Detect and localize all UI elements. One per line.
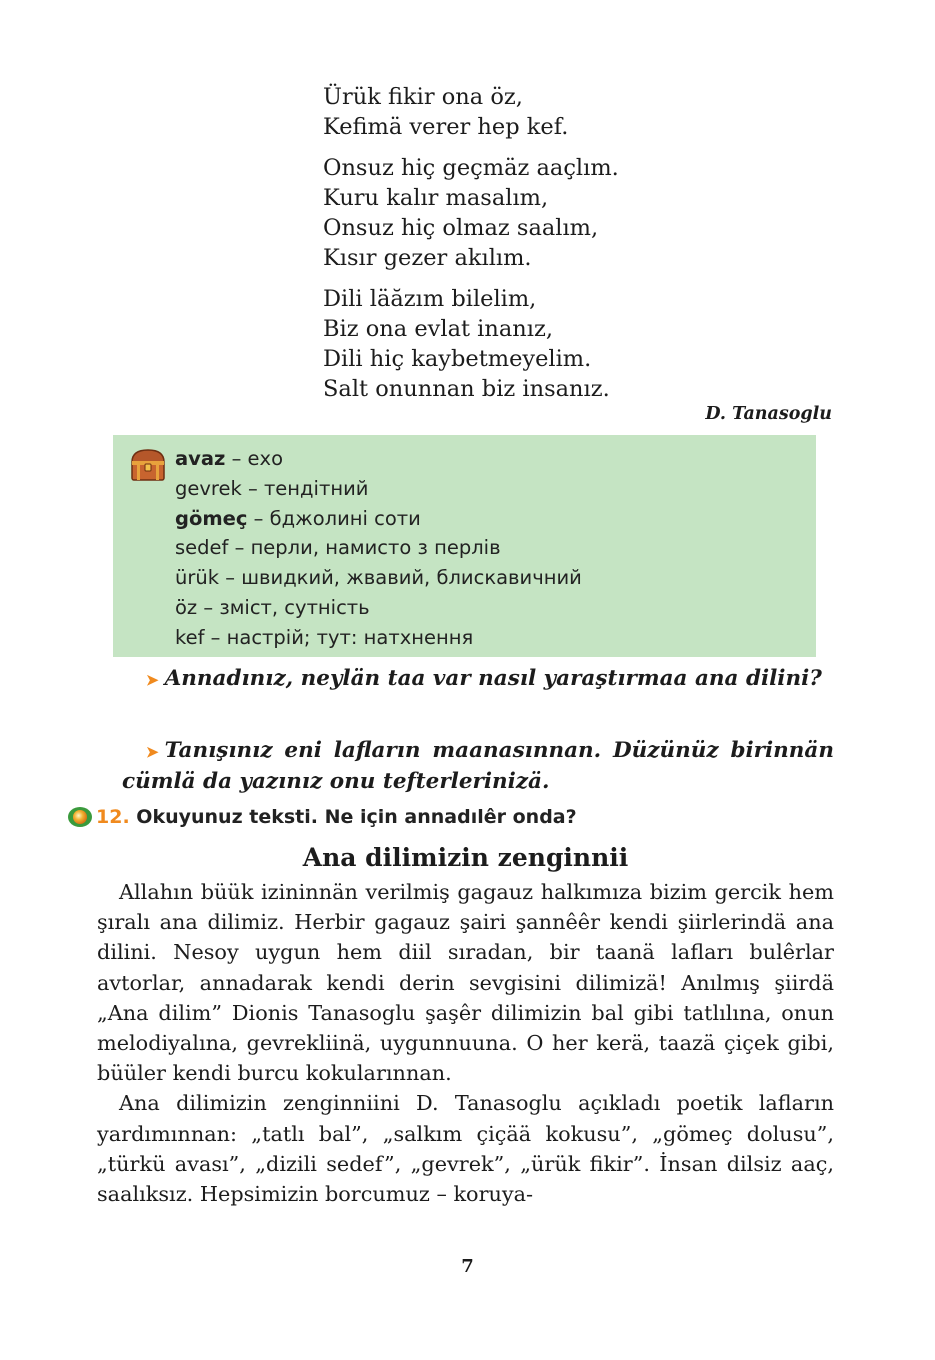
vocabulary-term: öz: [175, 595, 198, 619]
vocabulary-translation: тендітний: [263, 476, 369, 500]
poem-line: Onsuz hiç geçmäz aaçlım.: [323, 155, 619, 181]
vocabulary-separator: –: [204, 625, 227, 649]
task-text: Annadınız, neylän taa var nasıl yaraştırmaa ana dilini?: [164, 666, 822, 691]
poem-line: Kuru kalır masalım,: [323, 185, 549, 211]
poem-line: Dili hiç kaybetmeyelim.: [323, 346, 592, 372]
poem-line: Biz ona evlat inanız,: [323, 316, 553, 342]
vocabulary-translation: ехо: [247, 447, 284, 470]
poem-line: Ürük fikir ona öz,: [323, 84, 523, 110]
poem-author: D. Tanasoglu: [705, 404, 832, 424]
poem-line: Onsuz hiç olmaz saalım,: [323, 215, 599, 241]
vocabulary-separator: –: [225, 447, 248, 470]
vocabulary-separator: –: [219, 566, 242, 590]
poem-stanza-3: [323, 284, 843, 404]
vocabulary-term: gömeç: [175, 506, 248, 530]
exercise-number: 12.: [96, 806, 130, 828]
vocabulary-separator: –: [228, 536, 251, 560]
text-title: Ana dilimizin zenginnii: [302, 843, 629, 872]
paragraph: Allahın büük izininnän verilmiş gagauz halkımıza bizim gercik hem şıralı ana dilimiz. Herbir gagauz şairi şannêêr kendi şiirlerindä ana dilini. Nesoy uygun hem diil sıradan, bir taanä lafları bulêrlar avtorlar, annadarak kendi derin sevgisini dilimizä! Anılmış şiirdä „Ana dilim” Dionis Tanasoglu şaşêr dilimizin bal gibi tatlılına, onun melodiyalına, gevrekliinä, uygunnuuna. O her kerä, taazä çiçek gibi, büüler kendi burcu kokularınnan.: [97, 880, 834, 1086]
vocabulary-translation: швидкий, жвавий, блискавичний: [241, 566, 582, 590]
vocabulary-list: [175, 444, 582, 653]
page-number: 7: [461, 1256, 474, 1277]
task-question: [122, 664, 834, 695]
vocabulary-term: sedef: [175, 536, 229, 560]
reading-text: [97, 877, 834, 1209]
vocabulary-term: avaz: [175, 447, 226, 470]
vocabulary-term: kef: [175, 625, 205, 649]
vocabulary-translation: зміст, сутність: [219, 595, 370, 619]
vocabulary-translation: бджолині соти: [269, 506, 421, 530]
vocabulary-box: [113, 435, 816, 657]
vocabulary-item: [175, 533, 582, 563]
poem: [323, 82, 843, 415]
poem-line: Kefimä verer hep kef.: [323, 114, 569, 140]
poem-line: Salt onunnan biz insanız.: [323, 376, 610, 402]
vocabulary-translation: перли, намисто з перлів: [250, 536, 501, 560]
vocabulary-separator: –: [241, 476, 264, 500]
vocabulary-term: gevrek: [175, 476, 242, 500]
poem-line: Dili läăzım bilelim,: [323, 286, 537, 312]
arrow-bullet-icon: ➤: [146, 743, 159, 761]
task-text: Tanışınız eni lafların maanasınnan. Düzünüz birinnän cümlä da yazınız onu tefterlerinizä.: [122, 738, 834, 794]
poem-line: Kısır gezer akılım.: [323, 245, 532, 271]
vocabulary-item: [175, 474, 582, 504]
vocabulary-translation: настрій; тут: натхнення: [226, 625, 474, 649]
vocabulary-item: [175, 593, 582, 623]
vocabulary-item: [175, 444, 582, 474]
poem-stanza-1: [323, 82, 843, 142]
task-question: [122, 736, 834, 797]
exercise-text: Okuyunuz teksti. Ne için annadılêr onda?: [136, 806, 577, 828]
arrow-bullet-icon: ➤: [146, 671, 159, 689]
vocabulary-item: [175, 504, 582, 534]
vocabulary-item: [175, 623, 582, 653]
paragraph: Ana dilimizin zenginniini D. Tanasoglu açıkladı poetik lafların yardımınnan: „tatlı bal”, „salkım çiçää kokusu”, „gömeç dolusu”, „türkü avası”, „dizili sedef”, „gevrek”, „ürük fikir”. İnsan dilsiz aaç, saalıksız. Hepsimizin borcumuz – koruya-: [97, 1091, 834, 1207]
vocabulary-separator: –: [197, 595, 220, 619]
treasure-chest-icon: [129, 447, 167, 483]
green-orb-icon: [67, 806, 93, 828]
vocabulary-term: ürük: [175, 566, 220, 590]
exercise-heading: [67, 806, 577, 828]
poem-stanza-2: [323, 153, 843, 273]
vocabulary-item: [175, 563, 582, 593]
vocabulary-separator: –: [247, 506, 270, 530]
